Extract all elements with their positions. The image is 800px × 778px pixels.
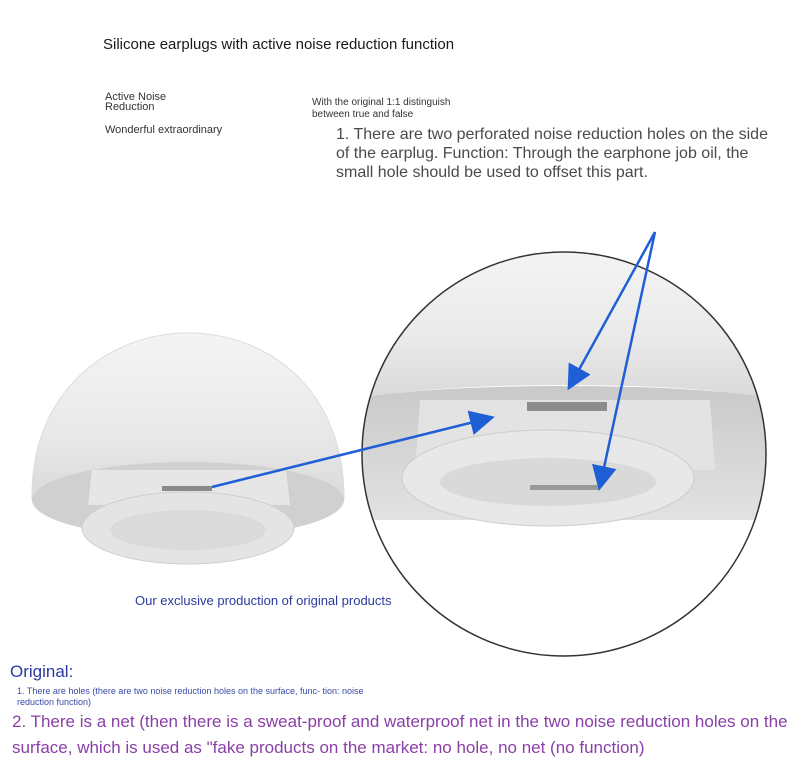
original-note: With the original 1:1 distinguish between true and false: [312, 97, 451, 120]
original-heading: Original:: [10, 662, 74, 681]
noise-hole-magnified: [527, 402, 607, 411]
exclusive-caption: Our exclusive production of original products: [135, 593, 392, 608]
earplug-left: [32, 333, 344, 564]
feature-label: Active Noise Reduction: [105, 91, 167, 113]
page-title: Silicone earplugs with active noise reduction function: [103, 36, 455, 53]
tagline: Wonderful extraordinary: [105, 124, 223, 136]
noise-hole-left: [162, 486, 212, 491]
point-2: 2. There is a net (then there is a sweat-proof and waterproof net in the two noise reduction holes on the surface, which is used as "fake products on the market: no hole, no net (no function): [12, 712, 788, 757]
description-1: 1. There are two perforated noise reduction holes on the side of the earplug. Function: Through the earphone job oil, the small hole should be used to offset this part.: [336, 126, 768, 181]
point-1: 1. There are holes (there are two noise reduction holes on the surface, func- tion: noise reduction function): [17, 686, 364, 707]
